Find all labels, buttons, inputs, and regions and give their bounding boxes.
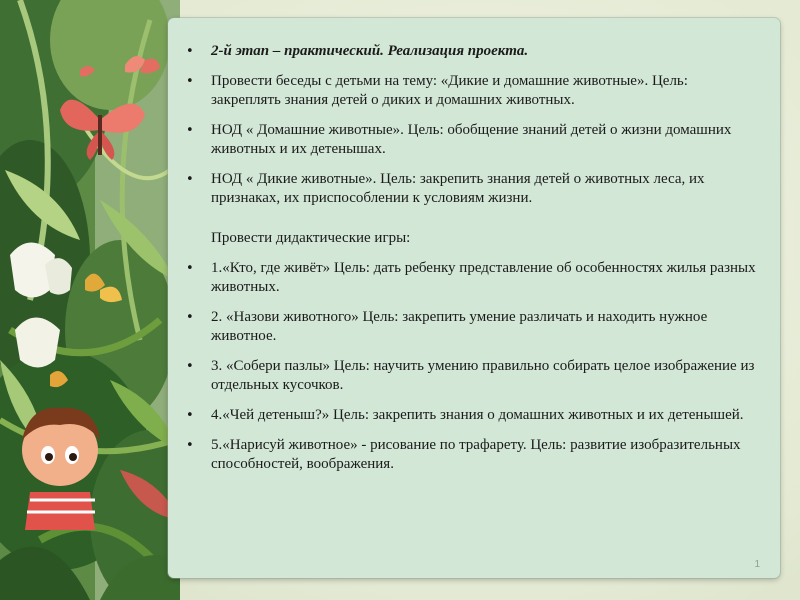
list-item <box>186 121 756 159</box>
list-item-text: 5.«Нарисуй животное» - рисование по трафарету. Цель: развитие изобразительных способностей, воображения. <box>211 437 741 472</box>
bullet-icon: • <box>186 261 194 276</box>
games-heading <box>186 229 756 248</box>
list-item-text: 1.«Кто, где живёт» Цель: дать ребенку представление об особенностях жилья разных животных. <box>211 260 756 295</box>
list-item <box>186 72 756 110</box>
list-item-text: Провести дидактические игры: <box>211 230 411 246</box>
list-item-text: 4.«Чей детеныш?» Цель: закрепить знания о домашних животных и их детенышей. <box>211 407 744 423</box>
list-item-text: 2. «Назови животного» Цель: закрепить умение различать и находить нужное животное. <box>211 309 708 344</box>
list-item <box>186 357 756 395</box>
bullet-icon: • <box>186 44 194 59</box>
list-item-text: Провести беседы с детьми на тему: «Дикие и домашние животные». Цель: закреплять знания детей о диких и домашних животных. <box>211 73 688 108</box>
bullet-icon: • <box>186 359 194 374</box>
child-face-icon <box>22 408 100 530</box>
bullet-icon: • <box>186 74 194 89</box>
stage-title: 2-й этап – практический. Реализация проекта. <box>211 43 529 59</box>
list-item <box>186 170 756 208</box>
list-item-text: 3. «Собери пазлы» Цель: научить умению правильно собирать целое изображение из отдельных кусочков. <box>211 358 755 393</box>
bullet-icon: • <box>186 438 194 453</box>
bullet-icon: • <box>186 172 194 187</box>
bullet-icon: • <box>186 408 194 423</box>
list-item <box>186 406 756 425</box>
list-item-title <box>186 42 756 61</box>
list-item <box>186 436 756 474</box>
list-item <box>186 259 756 297</box>
list-item <box>186 308 756 346</box>
slide-content <box>186 42 756 485</box>
page-number: 1 <box>754 559 760 570</box>
bullet-icon: • <box>186 123 194 138</box>
list-item-text: НОД « Домашние животные». Цель: обобщение знаний детей о жизни домашних животных и их детенышах. <box>211 122 732 157</box>
list-item-text: НОД « Дикие животные». Цель: закрепить знания детей о животных леса, их признаках, их приспособлении к условиям жизни. <box>211 171 705 206</box>
jungle-illustration-icon <box>0 0 180 600</box>
bullet-icon: • <box>186 310 194 325</box>
